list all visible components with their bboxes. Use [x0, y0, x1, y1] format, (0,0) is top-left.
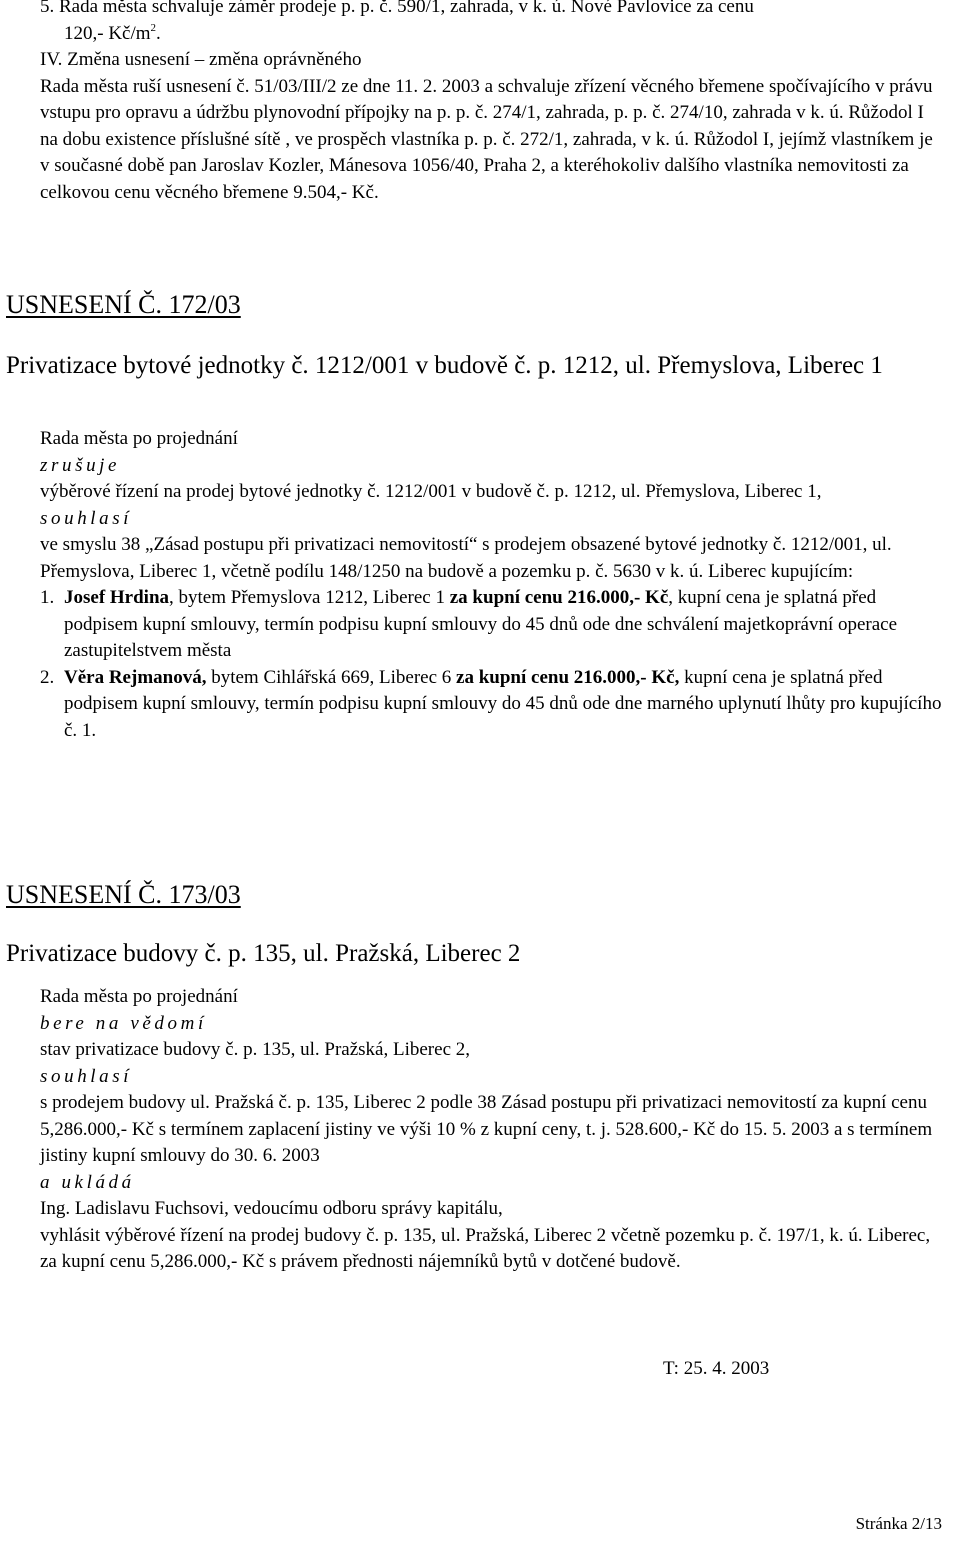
buyer-item-2: [40, 665, 945, 745]
buyer-text: Josef Hrdina, bytem Přemyslova 1212, Liberec 1 za kupní cenu 216.000,- Kč, kupní cena je splatná před podpisem kupní smlouvy, termín podpisu kupní smlouvy do 45 dnů ode dne schválení majetkoprávní operace zastupitelstvem města: [64, 587, 898, 661]
continuation-section: [40, 0, 945, 206]
item-5: 5. Rada města schvaluje záměr prodeje p. p. č. 590/1, zahrada, v k. ú. Nové Pavlovice za cenu: [40, 0, 754, 17]
resolution-172-body: [40, 426, 945, 744]
intro: Rada města po projednání: [40, 428, 238, 449]
buyer-item-1: [40, 585, 945, 665]
page-number: Stránka 2/13: [855, 1514, 942, 1533]
resolution-172-heading: USNESENÍ Č. 172/03: [6, 290, 241, 319]
resolution-172-title: Privatizace bytové jednotky č. 1212/001 v budově č. p. 1212, ul. Přemyslova, Liberec 1: [6, 352, 883, 379]
text-uklada-adresat: Ing. Ladislavu Fuchsovi, vedoucímu odboru správy kapitálu,: [40, 1198, 503, 1219]
item-iv-text: Rada města ruší usnesení č. 51/03/III/2 ze dne 11. 2. 2003 a schvaluje zřízení věcného břemene spočívajícího v právu vstupu pro opravu a údržbu plynovodní přípojky na p. p. č. 274/1, zahrada, p. p. č. 274/10, zahrada v k. ú. Růžodol I na dobu existence příslušné sítě , ve prospěch vlastníka p. p. č. 272/1, zahrada, v k. ú. Růžodol I, jejímž vlastníkem je v současné době pan Jaroslav Kozler, Mánesova 1056/40, Praha 2, a kteréhokoliv dalšího vlastníka nemovitosti za celkovou cenu věcného břemene 9.504,- Kč.: [40, 75, 933, 203]
text-stav: stav privatizace budovy č. p. 135, ul. Pražská, Liberec 2,: [40, 1039, 470, 1060]
buyer-number: 2.: [40, 666, 55, 688]
resolution-173-heading: USNESENÍ Č. 173/03: [6, 880, 241, 909]
verb-souhlasi: souhlasí: [40, 507, 133, 529]
text-uklada-ukol: vyhlásit výběrové řízení na prodej budovy č. p. 135, ul. Pražská, Liberec 2 včetně pozemku p. č. 197/1, k. ú. Liberec, za kupní cenu 5,286.000,- Kč s právem přednosti nájemníků bytů v dotčené budově.: [40, 1224, 931, 1272]
verb-souhlasi: souhlasí: [40, 1065, 133, 1087]
verb-uklada: a ukládá: [40, 1171, 135, 1193]
buyer-text: Věra Rejmanová, bytem Cihlářská 669, Liberec 6 za kupní cenu 216.000,- Kč, kupní cena je splatná před podpisem kupní smlouvy, termín podpisu kupní smlouvy do 45 dnů ode dne marného uplynutí lhůty pro kupujícího č. 1.: [64, 666, 942, 741]
verb-bere-na-vedomi: bere na vědomí: [40, 1012, 207, 1034]
text-souhlas: ve smyslu 38 „Zásad postupu při privatizaci nemovitostí“ s prodejem obsazené bytové jednotky č. 1212/001, ul. Přemyslova, Liberec 1, včetně podílu 148/1250 na budově a pozemku p. č. 5630 v k. ú. Liberec kupujícím:: [40, 534, 892, 582]
text-prodej: s prodejem budovy ul. Pražská č. p. 135, Liberec 2 podle 38 Zásad postupu při privatizaci nemovitostí za kupní cenu 5,286.000,- Kč s termínem zaplacení jistiny ve výši 10 % z kupní ceny, t. j. 528.600,- Kč do 15. 5. 2003 a s termínem jistiny kupní smlouvy do 30. 6. 2003: [40, 1092, 933, 1166]
verb-zrusuje: zrušuje: [40, 454, 121, 476]
buyer-number: 1.: [40, 587, 55, 608]
resolution-173-title: Privatizace budovy č. p. 135, ul. Pražská, Liberec 2: [6, 940, 521, 967]
item-5-continuation: 120,- $Kč/m^2$.: [64, 21, 161, 44]
text-zruseni: výběrové řízení na prodej bytové jednotky č. 1212/001 v budově č. p. 1212, ul. Přemyslova, Liberec 1,: [40, 481, 822, 502]
intro: Rada města po projednání: [40, 986, 238, 1007]
item-iv-title: IV. Změna usnesení – změna oprávněného: [40, 49, 362, 70]
resolution-173-body: [40, 984, 945, 1276]
deadline: T: 25. 4. 2003: [663, 1358, 770, 1379]
